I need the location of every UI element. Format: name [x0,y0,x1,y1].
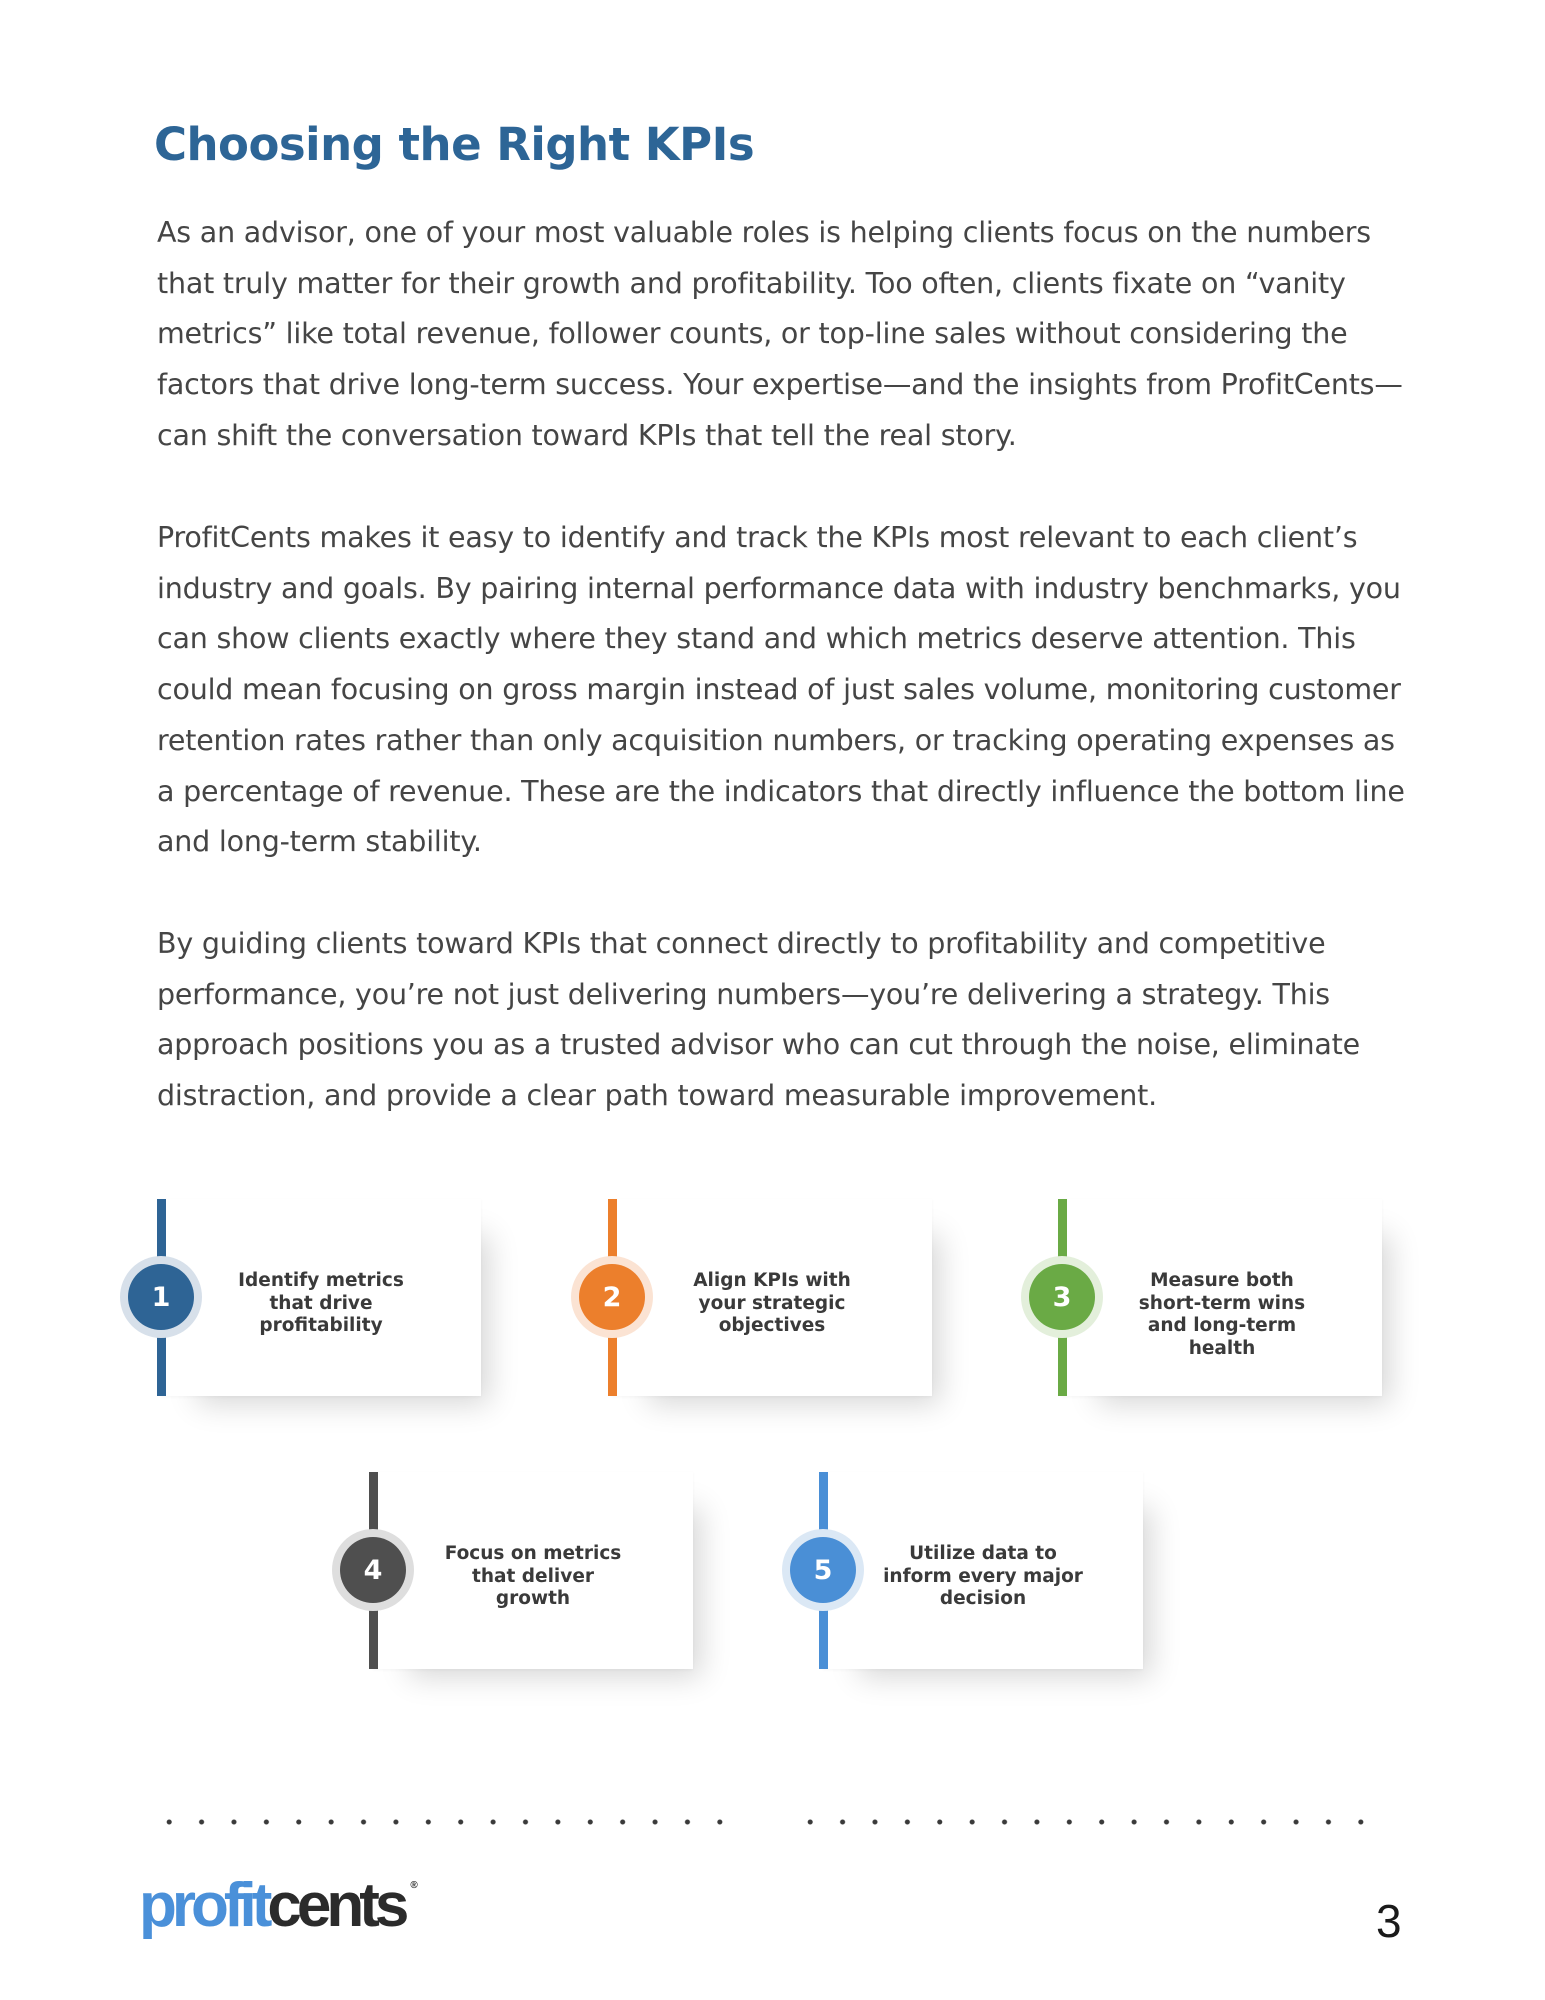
registered-mark: ® [410,1880,418,1891]
step-label: Identify metrics that drive profitability [238,1270,404,1336]
step-card-2 [602,1199,932,1396]
step-label: Utilize data to inform every major decision [883,1543,1083,1609]
intro-paragraph: As an advisor, one of your most valuable roles is helping clients focus on the numbers that truly matter for their growth and profitability. Too often, clients fixate on “vanity metrics” like total revenue, follower counts, or top-line sales without considering the factors that drive long-term success. Your expertise—and the insights from ProfitCents—can shift the conversation toward KPIs that tell the real story. [157,216,1403,452]
page-number: 3 [1376,1895,1402,1947]
step-number-badge: 4 [340,1537,406,1603]
logo-text-profit: profit [139,1871,268,1940]
step-label: Focus on metrics that deliver growth [444,1543,622,1609]
step-number-badge: 5 [790,1537,856,1603]
dotted-divider-right [794,1815,1377,1829]
profitcents-logo [139,1871,418,1940]
step-label: Measure both short-term wins and long-term health [1138,1270,1306,1359]
logo-text-cents: cents [267,1871,405,1940]
benchmarks-paragraph: ProfitCents makes it easy to identify and track the KPIs most relevant to each client’s industry and goals. By pairing internal performance data with industry benchmarks, you can show clients exactly where they stand and which metrics deserve attention. This could mean focusing on gross margin instead of just sales volume, monitoring customer retention rates rather than only acquisition numbers, or tracking operating expenses as a percentage of revenue. These are the indicators that directly influence the bottom line and long-term stability. [157,521,1405,859]
step-label: Align KPIs with your strategic objectives [693,1270,851,1336]
step-number-badge: 1 [128,1264,194,1330]
strategy-paragraph: By guiding clients toward KPIs that connect directly to profitability and competitive performance, you’re not just delivering numbers—you’re delivering a strategy. This approach positions you as a trusted advisor who can cut through the noise, eliminate distraction, and provide a clear path toward measurable improvement. [157,927,1360,1113]
step-number-badge: 2 [579,1264,645,1330]
step-card-5 [813,1472,1143,1669]
step-card-3 [1052,1199,1382,1396]
step-card-4 [363,1472,693,1669]
step-number-badge: 3 [1029,1264,1095,1330]
step-card-1 [151,1199,481,1396]
page-title: Choosing the Right KPIs [154,118,755,171]
dotted-divider-left [153,1815,736,1829]
